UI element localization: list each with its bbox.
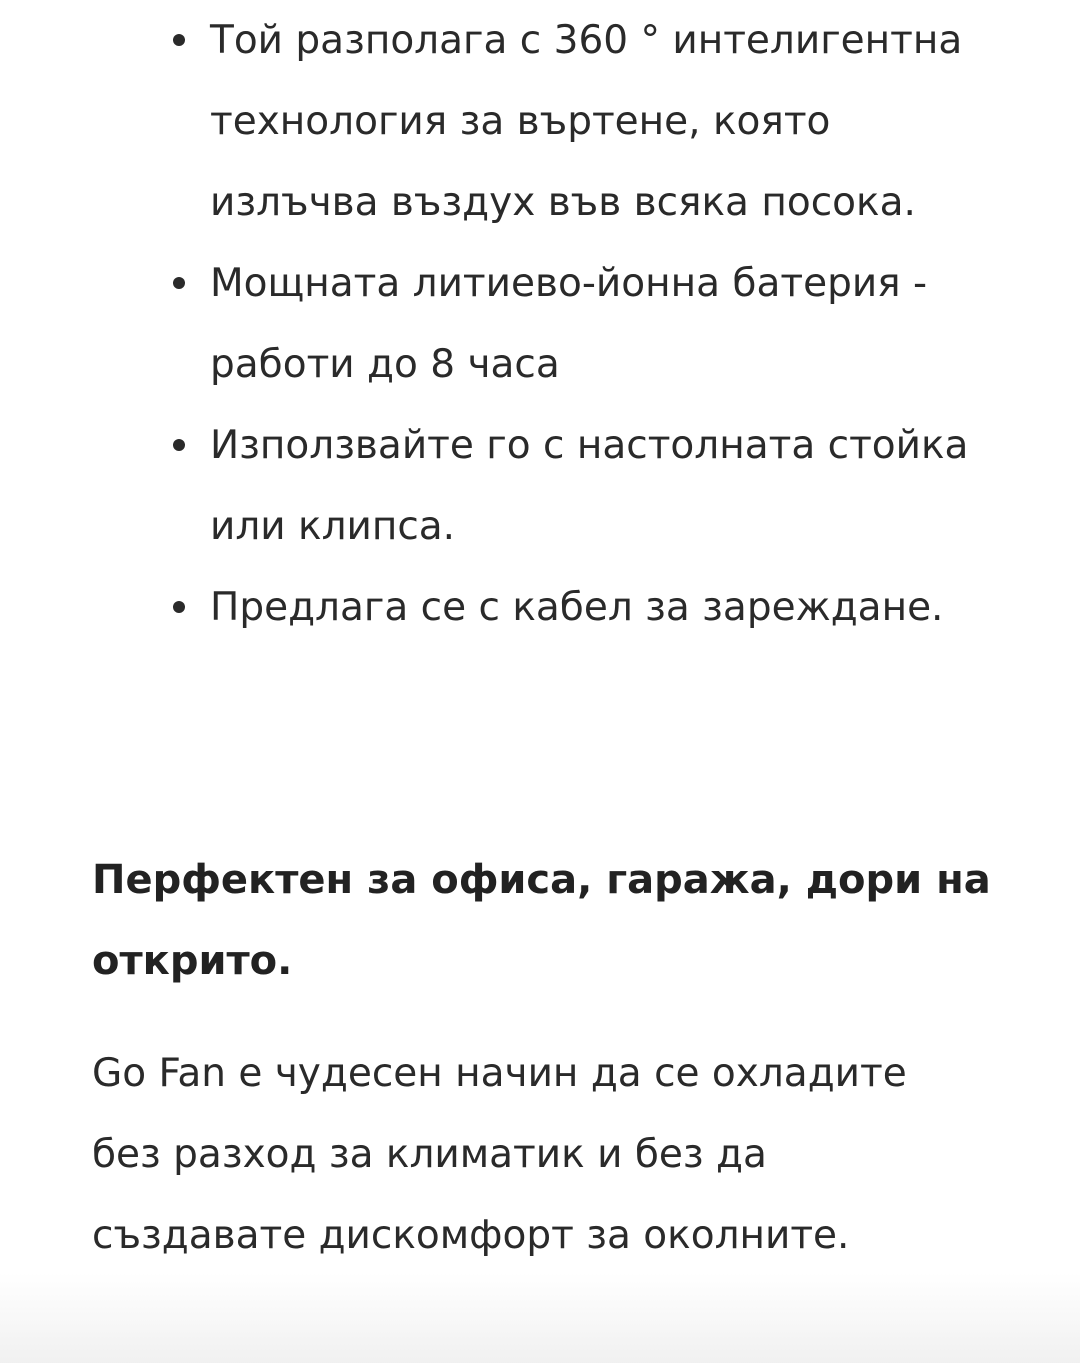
feature-text: Той разполага с 360 ° интелигентна технология за въртене, която излъчва въздух във всяка посока. — [210, 18, 963, 225]
feature-item-rotation — [210, 0, 1010, 243]
feature-text: Мощната литиево-йонна батерия - работи до 8 часа — [210, 261, 928, 387]
bullet-icon — [173, 34, 185, 46]
bullet-icon — [173, 601, 185, 613]
description-paragraph: Go Fan е чудесен начин да се охладите без разход за климатик и без да създавате дискомфорт за околните. — [92, 1051, 907, 1258]
bottom-fade-overlay — [0, 1273, 1080, 1363]
feature-text: Предлага се с кабел за зареждане. — [210, 585, 944, 630]
bullet-icon — [173, 439, 185, 451]
feature-item-battery — [210, 243, 1010, 405]
feature-list — [210, 0, 1010, 648]
feature-item-stand — [210, 405, 1010, 567]
feature-text: Използвайте го с настолната стойка или клипса. — [210, 423, 969, 549]
bullet-icon — [173, 277, 185, 289]
feature-item-cable — [210, 567, 1010, 648]
section-heading: Перфектен за офиса, гаража, дори на открито. — [92, 857, 991, 984]
